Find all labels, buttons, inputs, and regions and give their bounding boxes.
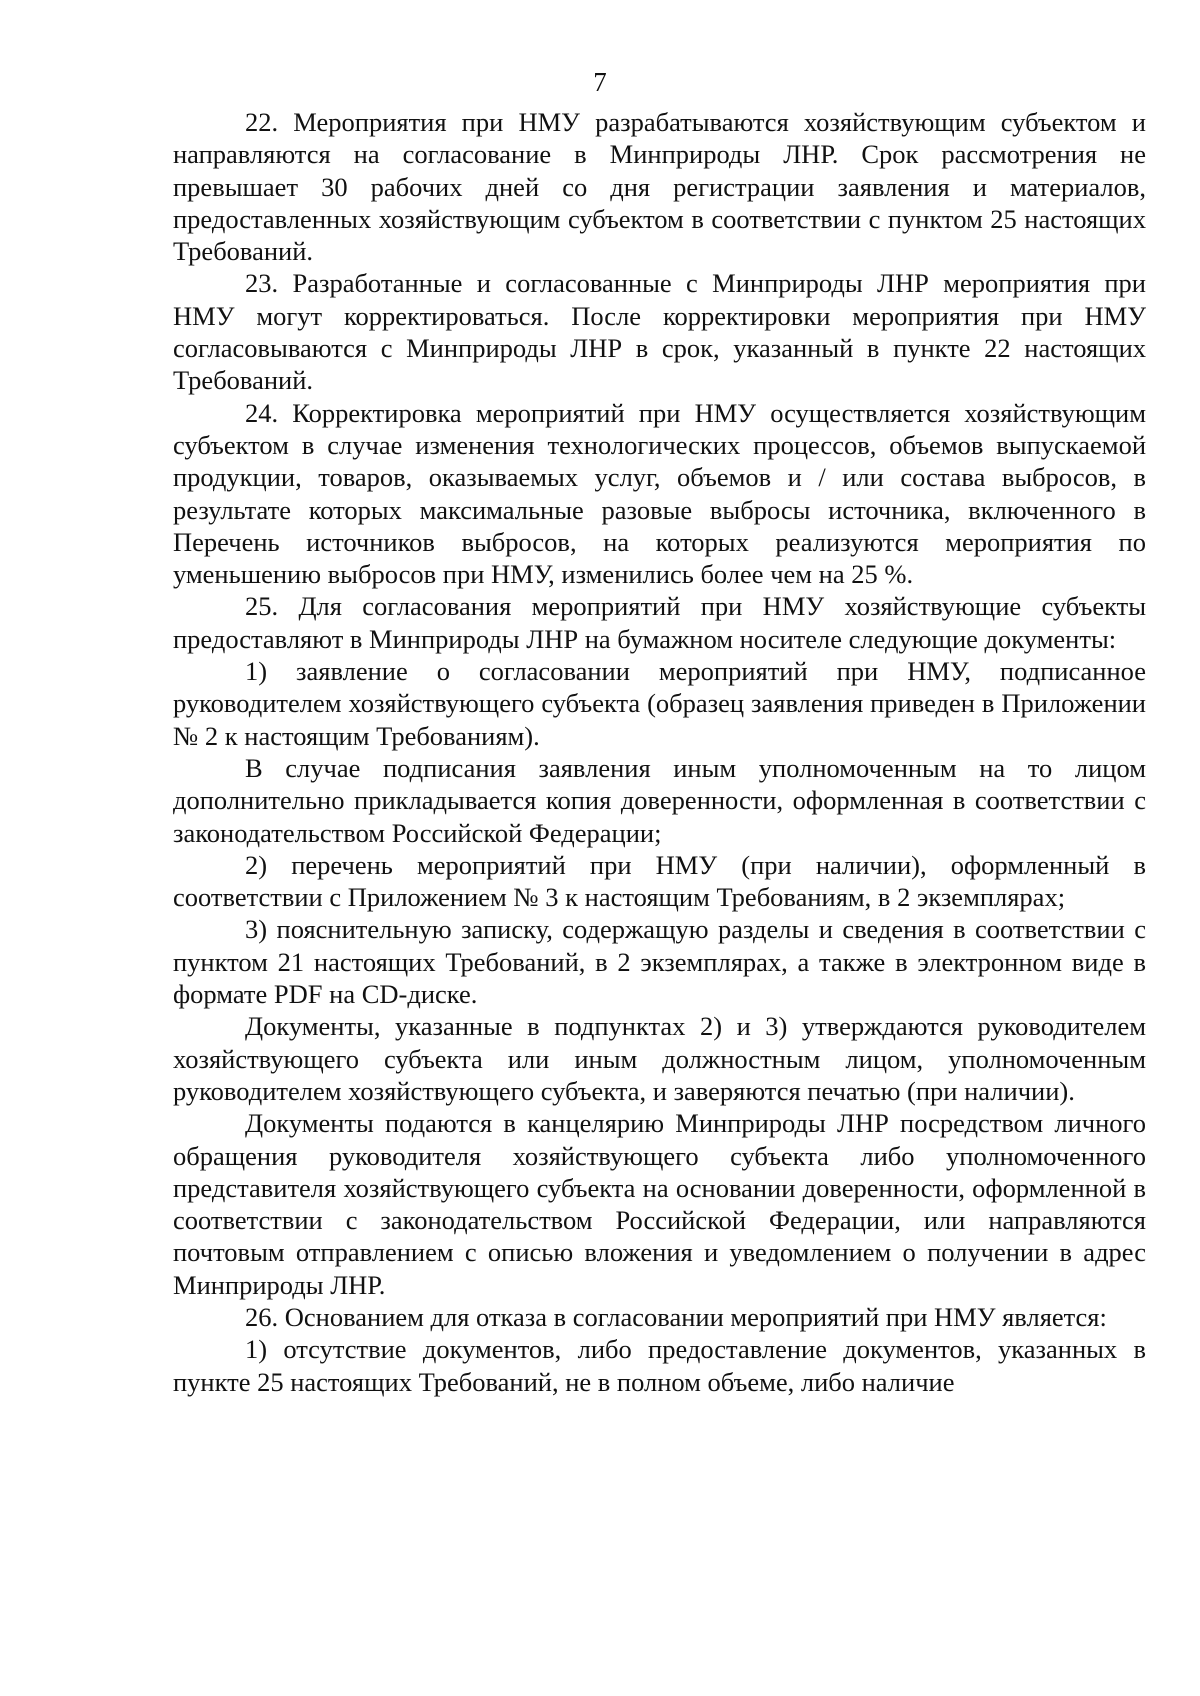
paragraph-25-item-1-note: В случае подписания заявления иным уполномоченным на то лицом дополнительно прикладывается копия доверенности, оформленная в соответствии с законодательством Российской Федерации; <box>173 752 1146 848</box>
paragraph-22: 22. Мероприятия при НМУ разрабатываются хозяйствующим субъектом и направляются на согласование в Минприроды ЛНР. Срок рассмотрения не превышает 30 рабочих дней со дня регистрации заявления и материалов, предоставленных хозяйствующим субъектом в соответствии с пунктом 25 настоящих Требований. <box>173 107 1146 267</box>
page-number: 7 <box>593 67 607 97</box>
paragraph-26-item-1: 1) отсутствие документов, либо предоставление документов, указанных в пункте 25 настоящих Требований, не в полном объеме, либо наличие <box>173 1334 1146 1397</box>
paragraph-24: 24. Корректировка мероприятий при НМУ осуществляется хозяйствующим субъектом в случае изменения технологических процессов, объемов выпускаемой продукции, товаров, оказываемых услуг, объемов и / или состава выбросов, в результате которых максимальные разовые выбросы источника, включенного в Перечень источников выбросов, на которых реализуются мероприятия по уменьшению выбросов при НМУ, изменились более чем на 25 %. <box>173 397 1146 590</box>
document-body <box>173 106 1146 1398</box>
paragraph-25-item-2: 2) перечень мероприятий при НМУ (при наличии), оформленный в соответствии с Приложением № 3 к настоящим Требованиям, в 2 экземплярах; <box>173 849 1146 913</box>
paragraph-25-approval: Документы, указанные в подпунктах 2) и 3) утверждаются руководителем хозяйствующего субъекта или иным должностным лицом, уполномоченным руководителем хозяйствующего субъекта, и заверяются печатью (при наличии). <box>173 1011 1146 1106</box>
paragraph-25-item-3: 3) пояснительную записку, содержащую разделы и сведения в соответствии с пунктом 21 настоящих Требований, в 2 экземплярах, а также в электронном виде в формате PDF на CD-диске. <box>173 914 1146 1010</box>
paragraph-25: 25. Для согласования мероприятий при НМУ хозяйствующие субъекты предоставляют в Минприроды ЛНР на бумажном носителе следующие документы: <box>173 591 1146 654</box>
paragraph-23: 23. Разработанные и согласованные с Минприроды ЛНР мероприятия при НМУ могут корректироваться. После корректировки мероприятия при НМУ согласовываются с Минприроды ЛНР в срок, указанный в пункте 22 настоящих Требований. <box>173 268 1146 396</box>
paragraph-25-submission: Документы подаются в канцелярию Минприроды ЛНР посредством личного обращения руководителя хозяйствующего субъекта либо уполномоченного представителя хозяйствующего субъекта на основании доверенности, оформленной в соответствии с законодательством Российской Федерации, или направляются почтовым отправлением с описью вложения и уведомлением о получении в адрес Минприроды ЛНР. <box>173 1108 1146 1300</box>
paragraph-25-item-1: 1) заявление о согласовании мероприятий при НМУ, подписанное руководителем хозяйствующего субъекта (образец заявления приведен в Приложении № 2 к настоящим Требованиям). <box>173 656 1146 751</box>
paragraph-26: 26. Основанием для отказа в согласовании мероприятий при НМУ является: <box>245 1301 1107 1332</box>
